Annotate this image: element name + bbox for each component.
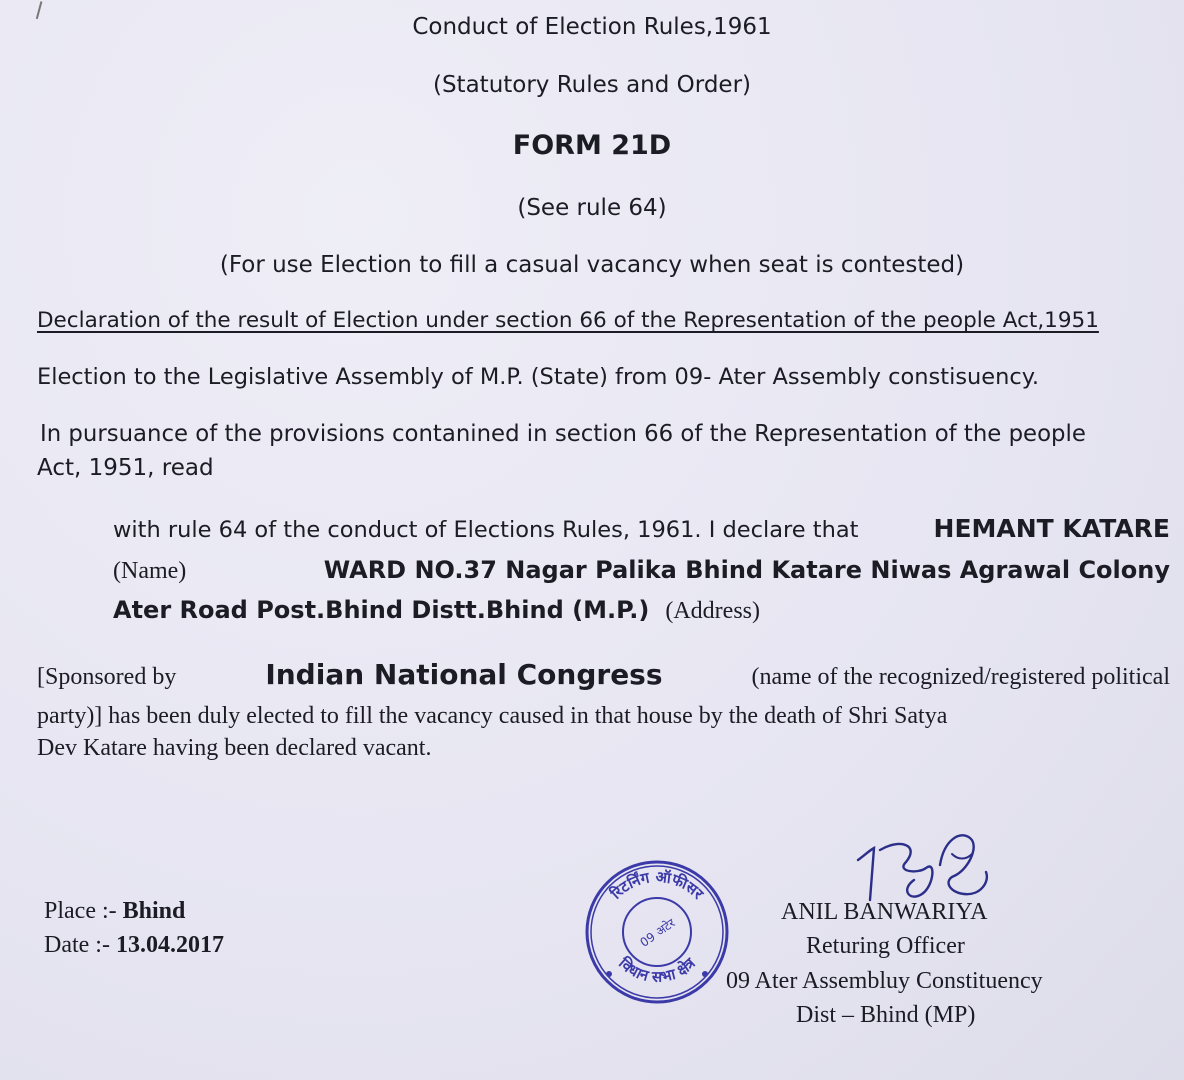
sponsor-line-1 xyxy=(37,658,1170,691)
stamp-dot-left xyxy=(606,971,612,977)
officer-name: ANIL BANWARIYA xyxy=(781,899,988,925)
see-rule: (See rule 64) xyxy=(517,195,667,221)
address-label: (Address) xyxy=(665,598,760,624)
party-name: Indian National Congress xyxy=(265,658,663,691)
sponsor-prefix: [Sponsored by xyxy=(37,664,177,690)
declaration-prefix: with rule 64 of the conduct of Elections Rules, 1961. I declare that xyxy=(113,517,859,543)
district: Dist – Bhind (MP) xyxy=(796,1002,976,1028)
statutory-subtitle: (Statutory Rules and Order) xyxy=(432,72,752,98)
form-purpose: (For use Election to fill a casual vacancy when seat is contested) xyxy=(219,252,965,278)
declaration-line-2 xyxy=(113,556,1170,585)
declaration-line-1 xyxy=(113,514,1170,543)
sponsor-line-3: Dev Katare having been declared vacant. xyxy=(37,735,432,761)
form-number: FORM 21D xyxy=(512,130,672,161)
election-line: Election to the Legislative Assembly of M.P. (State) from 09- Ater Assembly constisuency. xyxy=(37,364,1040,390)
address-line-2: Ater Road Post.Bhind Distt.Bhind (M.P.) xyxy=(113,596,650,624)
rules-title: Conduct of Election Rules,1961 xyxy=(412,14,772,40)
stamp-top-text: रिटर्निंग ऑफीसर xyxy=(607,867,708,903)
declaration-heading: Declaration of the result of Election under section 66 of the Representation of the people Act,1951 xyxy=(37,308,1099,333)
svg-text:विधान सभा क्षेत्र xyxy=(614,953,699,985)
official-stamp xyxy=(583,858,731,1006)
sponsor-line-2: party)] has been duly elected to fill the vacancy caused in that house by the death of Shri Satya xyxy=(37,703,948,729)
stamp-center-text: 09 अटेर xyxy=(637,915,678,950)
pursuance-line-1: In pursuance of the provisions contanined in section 66 of the Representation of the people xyxy=(40,421,1086,447)
stamp-dot-right xyxy=(702,971,708,977)
date-label: Date :- xyxy=(44,932,116,958)
name-label: (Name) xyxy=(113,558,187,584)
handwritten-signature xyxy=(840,820,1010,910)
candidate-name: HEMANT KATARE xyxy=(933,514,1170,543)
officer-title: Returing Officer xyxy=(806,933,965,959)
pursuance-line-2: Act, 1951, read xyxy=(37,455,214,481)
date-line xyxy=(44,932,224,959)
date-value: 13.04.2017 xyxy=(115,932,224,958)
place-label: Place :- xyxy=(44,898,123,924)
address-line-1: WARD NO.37 Nagar Palika Bhind Katare Niwas Agrawal Colony xyxy=(323,556,1170,584)
place-line xyxy=(44,898,185,925)
constituency: 09 Ater Assembluy Constituency xyxy=(726,968,1043,994)
declaration-line-3 xyxy=(113,596,760,625)
sponsor-suffix: (name of the recognized/registered political xyxy=(751,664,1170,690)
stamp-bottom-text: विधान सभा क्षेत्र xyxy=(615,954,699,986)
place-value: Bhind xyxy=(122,898,186,924)
